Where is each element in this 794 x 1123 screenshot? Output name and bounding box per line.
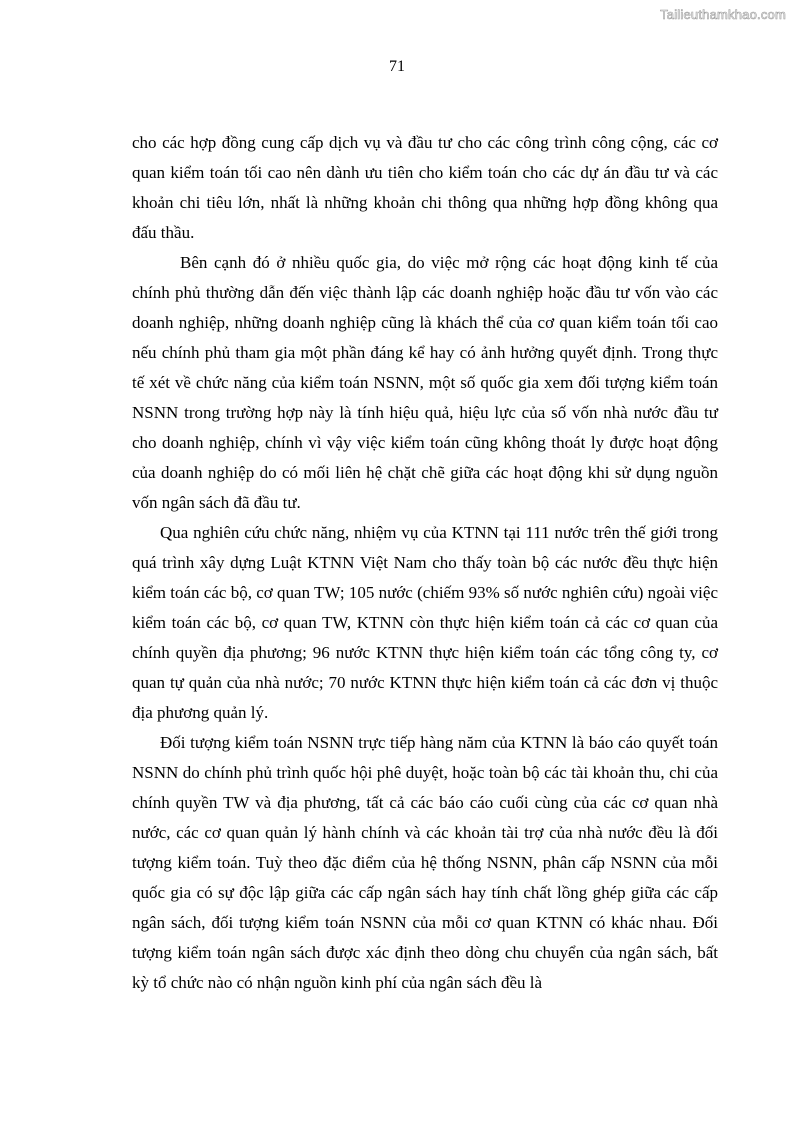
document-body: [132, 128, 718, 998]
paragraph-enterprises: Bên cạnh đó ở nhiều quốc gia, do việc mở rộng các hoạt động kinh tế của chính phủ thường dẫn đến việc thành lập các doanh nghiệp hoặc đầu tư vốn vào các doanh nghiệp, những doanh nghiệp cũng là khách thể của cơ quan kiểm toán tối cao nếu chính phủ tham gia một phần đáng kể hay có ảnh hưởng quyết định. Trong thực tế xét về chức năng của kiểm toán NSNN, một số quốc gia xem đối tượng kiểm toán NSNN trong trường hợp này là tính hiệu quả, hiệu lực của số vốn nhà nước đầu tư cho doanh nghiệp, chính vì vậy việc kiểm toán cũng không thoát ly được hoạt động của doanh nghiệp do có mối liên hệ chặt chẽ giữa các hoạt động khi sử dụng nguồn vốn ngân sách đã đầu tư.: [132, 253, 718, 512]
paragraph-audit-objects: Đối tượng kiểm toán NSNN trực tiếp hàng năm của KTNN là báo cáo quyết toán NSNN do chính phủ trình quốc hội phê duyệt, hoặc toàn bộ các tài khoản thu, chi của chính quyền TW và địa phương, tất cả các báo cáo cuối cùng của các cơ quan nhà nước, các cơ quan quản lý hành chính và các khoản tài trợ của nhà nước đều là đối tượng kiểm toán. Tuỳ theo đặc điểm của hệ thống NSNN, phân cấp NSNN của mỗi quốc gia có sự độc lập giữa các cấp ngân sách hay tính chất lồng ghép giữa các cấp ngân sách, đối tượng kiểm toán NSNN của mỗi cơ quan KTNN có khác nhau. Đối tượng kiểm toán ngân sách được xác định theo dòng chu chuyển của ngân sách, bất kỳ tổ chức nào có nhận nguồn kinh phí của ngân sách đều là: [132, 733, 718, 992]
watermark: Tailieuthamkhao.com: [660, 7, 786, 22]
page-number: 71: [389, 58, 405, 75]
paragraph-research-111-countries: Qua nghiên cứu chức năng, nhiệm vụ của KTNN tại 111 nước trên thế giới trong quá trình xây dựng Luật KTNN Việt Nam cho thấy toàn bộ các nước đều thực hiện kiểm toán các bộ, cơ quan TW; 105 nước (chiếm 93% số nước nghiên cứu) ngoài việc kiểm toán các bộ, cơ quan TW, KTNN còn thực hiện kiểm toán cả các cơ quan của chính quyền địa phương; 96 nước KTNN thực hiện kiểm toán các tổng công ty, cơ quan tự quản của nhà nước; 70 nước KTNN thực hiện kiểm toán cả các đơn vị thuộc địa phương quản lý.: [132, 523, 718, 722]
paragraph-continuation: cho các hợp đồng cung cấp dịch vụ và đầu tư cho các công trình công cộng, các cơ quan kiểm toán tối cao nên dành ưu tiên cho kiểm toán cho các dự án đầu tư và các khoản chi tiêu lớn, nhất là những khoản chi thông qua những hợp đồng không qua đấu thầu.: [132, 133, 718, 242]
